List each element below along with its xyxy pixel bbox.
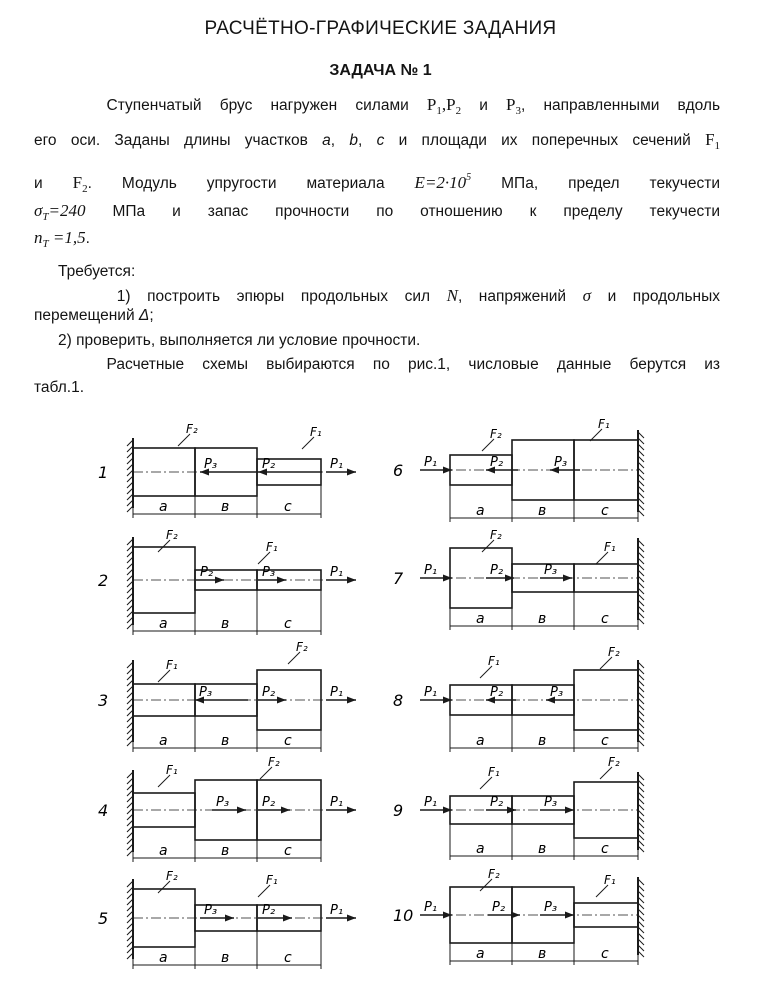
scheme-3-force-label-1: P₃ (199, 685, 213, 700)
scheme-3-label-2: в (221, 733, 230, 749)
scheme-6-force-label-3: P₃ (554, 455, 568, 470)
scheme-4-force-label-2: P₂ (262, 795, 276, 810)
scheme-7-label-2: в (538, 611, 547, 627)
scheme-2-wall-hatch (127, 623, 133, 629)
scheme-3-force-3-head (347, 697, 356, 704)
scheme-3-area-1: F₁ (166, 658, 178, 672)
scheme-5-force-label-3: P₁ (330, 903, 344, 918)
scheme-8-area-1: F₁ (488, 654, 500, 668)
scheme-6-force-label-1: P₁ (424, 455, 438, 470)
scheme-4-area-1: F₁ (166, 763, 178, 777)
scheme-9-area-2: F₂ (608, 755, 620, 769)
scheme-4-label-3: c (284, 843, 292, 859)
scheme-10-area-2: F₁ (604, 873, 616, 887)
scheme-5-force-1-head (225, 915, 234, 922)
scheme-7-force-label-2: P₂ (490, 563, 504, 578)
scheme-4-force-3-head (347, 807, 356, 814)
scheme-3-force-label-3: P₁ (330, 685, 344, 700)
paragraph-line-5: $n_T =1,5$. (34, 228, 90, 250)
scheme-10-force-label-1: P₁ (424, 900, 438, 915)
scheme-10-number: 10 (393, 906, 414, 925)
scheme-1-force-label-2: P₂ (262, 457, 276, 472)
scheme-6-area-1: F₂ (490, 427, 502, 441)
scheme-2-force-label-3: P₁ (330, 565, 344, 580)
scheme-8-force-label-1: P₁ (424, 685, 438, 700)
scheme-4-force-label-1: P₃ (216, 795, 230, 810)
scheme-6-label-2: в (538, 503, 547, 519)
scheme-3-label-3: c (284, 733, 292, 749)
scheme-2-force-1-head (215, 577, 224, 584)
scheme-10-force-label-3: P₃ (544, 900, 558, 915)
scheme-4-wall-hatch (127, 850, 133, 856)
scheme-9-label-2: в (538, 841, 547, 857)
task-heading: ЗАДАЧА № 1 (329, 62, 432, 79)
scheme-8-label-2: в (538, 733, 547, 749)
paragraph-line-2: его оси. Заданы длины участков a, b, c и площади их поперечных сечений $F_1$ (34, 130, 721, 152)
scheme-7-wall-hatch (638, 618, 644, 624)
scheme-7-area-2: F₁ (604, 540, 616, 554)
scheme-9-force-label-2: P₂ (490, 795, 504, 810)
scheme-5-force-2-head (283, 915, 292, 922)
scheme-2-label-3: c (284, 616, 292, 632)
scheme-6-label-1: a (476, 503, 485, 519)
scheme-6-label-3: c (601, 503, 609, 519)
scheme-8-label-1: a (476, 733, 485, 749)
scheme-5-label-1: a (159, 950, 168, 966)
scheme-5-force-label-2: P₂ (262, 903, 276, 918)
scheme-9-area-1: F₁ (488, 765, 500, 779)
scheme-10-force-3-head (565, 912, 574, 919)
scheme-2-area-1: F₂ (166, 528, 178, 542)
scheme-7-area-1: F₂ (490, 528, 502, 542)
scheme-7-number: 7 (393, 569, 404, 588)
scheme-10-force-label-2: P₂ (492, 900, 506, 915)
scheme-6-force-label-2: P₂ (490, 455, 504, 470)
scheme-1-label-1: a (159, 499, 168, 515)
scheme-5-label-2: в (221, 950, 230, 966)
scheme-8-area-2: F₂ (608, 645, 620, 659)
scheme-10-label-3: c (601, 946, 609, 962)
scheme-3-wall-hatch (127, 740, 133, 746)
paragraph-line-1: Ступенчатый брус нагружен силами $P_1,P_2$ и $P_3$, направленными вдоль (106, 95, 721, 117)
scheme-9-label-1: a (476, 841, 485, 857)
requirement-heading: Требуется: (58, 263, 136, 280)
last-paragraph-line-2: табл.1. (34, 379, 85, 396)
scheme-4-force-label-3: P₁ (330, 795, 344, 810)
scheme-6-number: 6 (393, 461, 404, 480)
paragraph-line-3: и $F_2$. Модуль упругости материала $E=2\cdot 10^5$ МПа, предел текучести (34, 172, 720, 195)
scheme-1-area-1: F₂ (186, 422, 198, 436)
scheme-7-force-label-3: P₃ (544, 563, 558, 578)
scheme-2-force-label-1: P₂ (200, 565, 214, 580)
scheme-8-force-label-2: P₂ (490, 685, 504, 700)
scheme-3-force-label-2: P₂ (262, 685, 276, 700)
scheme-5-area-1: F₂ (166, 869, 178, 883)
scheme-3-force-2-head (277, 697, 286, 704)
scheme-4-label-2: в (221, 843, 230, 859)
scheme-3-area-2: F₂ (296, 640, 308, 654)
scheme-4-label-1: a (159, 843, 168, 859)
scheme-3-number: 3 (98, 691, 109, 710)
scheme-5-force-3-head (347, 915, 356, 922)
last-paragraph-line-1: Расчетные схемы выбираются по рис.1, числовые данные берутся из (106, 356, 720, 373)
scheme-1-force-3-head (347, 469, 356, 476)
scheme-10-area-1: F₂ (488, 867, 500, 881)
scheme-5-area-2: F₁ (266, 873, 278, 887)
scheme-4-force-1-head (237, 807, 246, 814)
scheme-4-area-2: F₂ (268, 755, 280, 769)
scheme-10-label-2: в (538, 946, 547, 962)
scheme-9-label-3: c (601, 841, 609, 857)
scheme-1-wall-hatch (127, 506, 133, 512)
requirement-item-1: 1) построить эпюры продольных сил N, напряжений σ и продольных (116, 286, 720, 305)
scheme-8-label-3: c (601, 733, 609, 749)
scheme-10-force-2-head (511, 912, 520, 919)
scheme-9-force-label-1: P₁ (424, 795, 438, 810)
scheme-7-label-1: a (476, 611, 485, 627)
page-title: РАСЧЁТНО-ГРАФИЧЕСКИЕ ЗАДАНИЯ (204, 18, 557, 39)
scheme-9-number: 9 (393, 801, 404, 820)
scheme-6-wall-hatch (638, 510, 644, 516)
scheme-4-number: 4 (98, 801, 109, 820)
scheme-1-force-label-3: P₁ (330, 457, 344, 472)
scheme-2-area-2: F₁ (266, 540, 278, 554)
scheme-1-area-2: F₁ (310, 425, 322, 439)
scheme-2-number: 2 (98, 571, 109, 590)
scheme-3-label-1: a (159, 733, 168, 749)
scheme-4-force-2-head (281, 807, 290, 814)
scheme-1-label-2: в (221, 499, 230, 515)
scheme-9-force-3-head (565, 807, 574, 814)
scheme-2-force-2-head (277, 577, 286, 584)
scheme-2-force-3-head (347, 577, 356, 584)
scheme-2-label-2: в (221, 616, 230, 632)
scheme-10-label-1: a (476, 946, 485, 962)
scheme-7-force-label-1: P₁ (424, 563, 438, 578)
scheme-1-label-3: c (284, 499, 292, 515)
scheme-1-number: 1 (98, 463, 109, 482)
requirement-item-2: 2) проверить, выполняется ли условие прочности. (58, 332, 421, 349)
scheme-8-force-label-3: P₃ (550, 685, 564, 700)
paragraph-line-4: $\sigma_T=240$ МПа и запас прочности по отношению к пределу текучести (34, 201, 720, 223)
scheme-5-label-3: c (284, 950, 292, 966)
scheme-8-wall-hatch (638, 740, 644, 746)
scheme-5-number: 5 (98, 909, 109, 928)
requirement-item-1-cont: перемещений Δ; (34, 307, 154, 324)
scheme-7-label-3: c (601, 611, 609, 627)
scheme-2-force-label-2: P₃ (262, 565, 276, 580)
scheme-1-force-label-1: P₃ (204, 457, 218, 472)
scheme-5-force-label-1: P₃ (204, 903, 218, 918)
scheme-9-force-label-3: P₃ (544, 795, 558, 810)
scheme-8-number: 8 (393, 691, 404, 710)
scheme-2-label-1: a (159, 616, 168, 632)
scheme-6-area-2: F₁ (598, 417, 610, 431)
scheme-7-force-3-head (563, 575, 572, 582)
